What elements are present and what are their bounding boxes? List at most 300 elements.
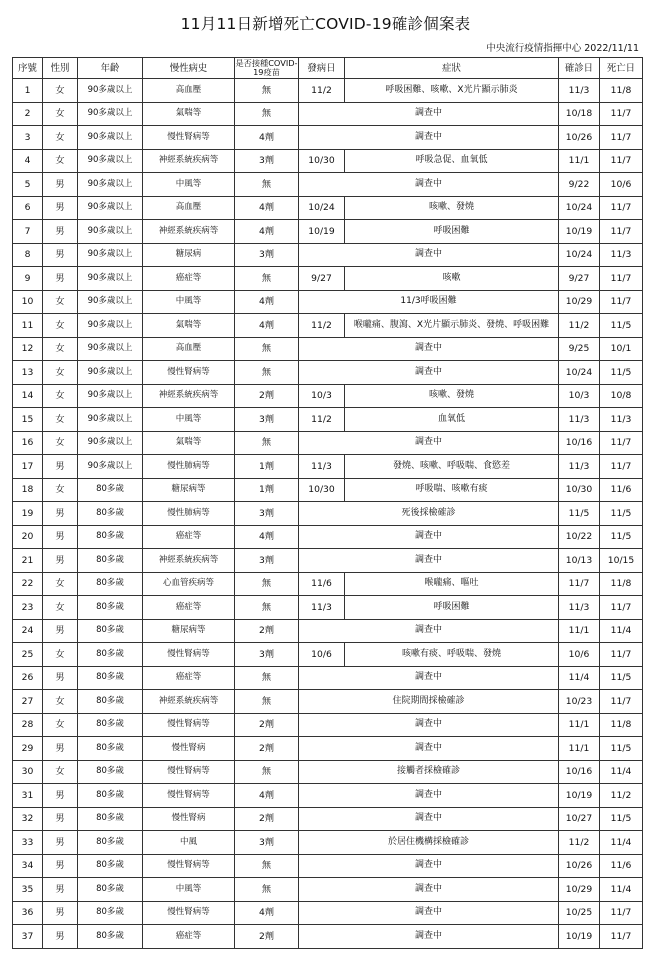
cell-symptoms: 喉嚨痛、腹瀉、X光片顯示肺炎、發燒、呼吸困難	[345, 314, 559, 338]
cell-onset: 10/24	[299, 196, 345, 220]
cell-age: 80多歲	[78, 478, 143, 502]
cell-age: 80多歲	[78, 901, 143, 925]
cell-death: 11/6	[600, 478, 643, 502]
table-row	[13, 854, 643, 878]
cell-confirm: 10/22	[559, 525, 600, 549]
cell-history: 神經系統疾病等	[143, 384, 235, 408]
cell-age: 90多歲以上	[78, 196, 143, 220]
cell-sex: 男	[43, 196, 78, 220]
cell-confirm: 10/29	[559, 290, 600, 314]
cell-confirm: 10/3	[559, 384, 600, 408]
cell-no: 12	[13, 337, 43, 361]
cell-confirm: 10/23	[559, 690, 600, 714]
cell-death: 11/5	[600, 314, 643, 338]
cell-confirm: 11/2	[559, 831, 600, 855]
cell-confirm: 10/24	[559, 361, 600, 385]
cell-confirm: 9/25	[559, 337, 600, 361]
cell-age: 80多歲	[78, 807, 143, 831]
cell-death: 11/4	[600, 619, 643, 643]
cell-onset: 10/30	[299, 478, 345, 502]
table-row	[13, 596, 643, 620]
cell-symptoms: 調查中	[299, 525, 559, 549]
cell-history: 高血壓	[143, 196, 235, 220]
cell-vaccine: 無	[235, 690, 299, 714]
cell-death: 11/7	[600, 220, 643, 244]
cell-history: 糖尿病等	[143, 619, 235, 643]
cell-death: 11/8	[600, 713, 643, 737]
cell-confirm: 11/1	[559, 149, 600, 173]
cell-death: 11/7	[600, 925, 643, 949]
cell-confirm: 11/3	[559, 79, 600, 103]
cell-symptoms: 調查中	[299, 737, 559, 761]
cell-symptoms: 11/3呼吸困難	[299, 290, 559, 314]
table-row	[13, 290, 643, 314]
cell-death: 11/7	[600, 596, 643, 620]
cell-death: 11/7	[600, 431, 643, 455]
cell-symptoms: 調查中	[299, 102, 559, 126]
cell-sex: 女	[43, 643, 78, 667]
cell-sex: 男	[43, 831, 78, 855]
cell-age: 80多歲	[78, 713, 143, 737]
cell-onset: 11/2	[299, 408, 345, 432]
cell-sex: 女	[43, 384, 78, 408]
cell-death: 11/5	[600, 737, 643, 761]
cell-confirm: 10/19	[559, 220, 600, 244]
cell-no: 5	[13, 173, 43, 197]
cell-confirm: 9/22	[559, 173, 600, 197]
cell-symptoms: 咳嗽、發燒	[345, 196, 559, 220]
cell-vaccine: 無	[235, 337, 299, 361]
cell-symptoms: 調查中	[299, 126, 559, 150]
table-row	[13, 408, 643, 432]
cell-onset: 9/27	[299, 267, 345, 291]
cell-age: 90多歲以上	[78, 243, 143, 267]
cell-symptoms: 調查中	[299, 361, 559, 385]
table-row	[13, 384, 643, 408]
cell-no: 34	[13, 854, 43, 878]
cell-death: 10/15	[600, 549, 643, 573]
cell-vaccine: 無	[235, 666, 299, 690]
cell-no: 18	[13, 478, 43, 502]
cell-onset: 11/2	[299, 314, 345, 338]
cell-age: 90多歲以上	[78, 126, 143, 150]
cell-vaccine: 4劑	[235, 784, 299, 808]
cell-age: 90多歲以上	[78, 431, 143, 455]
cell-onset: 10/30	[299, 149, 345, 173]
cell-history: 神經系統疾病等	[143, 149, 235, 173]
cell-confirm: 10/13	[559, 549, 600, 573]
cell-symptoms: 調查中	[299, 807, 559, 831]
cell-onset: 10/6	[299, 643, 345, 667]
cell-vaccine: 4劑	[235, 901, 299, 925]
cell-history: 慢性腎病等	[143, 361, 235, 385]
cell-confirm: 11/5	[559, 502, 600, 526]
cell-vaccine: 無	[235, 102, 299, 126]
header-onset: 發病日	[299, 58, 345, 79]
table-row	[13, 925, 643, 949]
cell-no: 22	[13, 572, 43, 596]
cell-no: 20	[13, 525, 43, 549]
cell-sex: 男	[43, 549, 78, 573]
header-symptoms: 症狀	[345, 58, 559, 79]
cell-no: 11	[13, 314, 43, 338]
cell-sex: 女	[43, 760, 78, 784]
cell-sex: 女	[43, 713, 78, 737]
cell-sex: 女	[43, 596, 78, 620]
cell-confirm: 10/30	[559, 478, 600, 502]
cell-symptoms: 住院期間採檢確診	[299, 690, 559, 714]
cell-death: 11/2	[600, 784, 643, 808]
cell-death: 11/8	[600, 79, 643, 103]
table-row	[13, 267, 643, 291]
table-row	[13, 173, 643, 197]
cell-history: 中風等	[143, 173, 235, 197]
cell-history: 慢性腎病等	[143, 854, 235, 878]
header-no: 序號	[13, 58, 43, 79]
cell-age: 80多歲	[78, 572, 143, 596]
cell-no: 27	[13, 690, 43, 714]
table-row	[13, 478, 643, 502]
cell-history: 心血管疾病等	[143, 572, 235, 596]
cell-vaccine: 2劑	[235, 713, 299, 737]
cell-vaccine: 4劑	[235, 314, 299, 338]
header-vaccine: 是否接種COVID-19疫苗	[235, 57, 298, 77]
cell-symptoms: 調查中	[299, 337, 559, 361]
cell-sex: 女	[43, 337, 78, 361]
cell-vaccine: 4劑	[235, 126, 299, 150]
cell-age: 90多歲以上	[78, 408, 143, 432]
cell-vaccine: 4劑	[235, 290, 299, 314]
cell-age: 80多歲	[78, 784, 143, 808]
cell-history: 慢性腎病	[143, 807, 235, 831]
table-row	[13, 643, 643, 667]
cell-age: 80多歲	[78, 690, 143, 714]
cell-history: 糖尿病	[143, 243, 235, 267]
cell-history: 氣喘等	[143, 314, 235, 338]
cell-vaccine: 3劑	[235, 831, 299, 855]
cell-history: 慢性腎病等	[143, 784, 235, 808]
cell-confirm: 10/24	[559, 196, 600, 220]
cell-age: 90多歲以上	[78, 102, 143, 126]
cell-age: 80多歲	[78, 878, 143, 902]
cell-history: 癌症等	[143, 666, 235, 690]
cell-history: 慢性腎病等	[143, 713, 235, 737]
cell-death: 11/4	[600, 831, 643, 855]
cell-no: 17	[13, 455, 43, 479]
cell-confirm: 10/27	[559, 807, 600, 831]
cell-onset: 10/3	[299, 384, 345, 408]
header-age: 年齡	[78, 58, 143, 79]
cell-death: 11/8	[600, 572, 643, 596]
cell-no: 24	[13, 619, 43, 643]
cell-death: 11/4	[600, 878, 643, 902]
cell-vaccine: 3劑	[235, 243, 299, 267]
cell-sex: 男	[43, 267, 78, 291]
cell-symptoms: 調查中	[299, 713, 559, 737]
cell-age: 90多歲以上	[78, 455, 143, 479]
cell-no: 16	[13, 431, 43, 455]
cell-age: 80多歲	[78, 596, 143, 620]
cell-vaccine: 3劑	[235, 643, 299, 667]
cell-vaccine: 無	[235, 596, 299, 620]
cell-sex: 男	[43, 243, 78, 267]
cell-history: 神經系統疾病等	[143, 690, 235, 714]
table-row	[13, 220, 643, 244]
cell-symptoms: 調查中	[299, 243, 559, 267]
cell-sex: 男	[43, 807, 78, 831]
cell-death: 11/4	[600, 760, 643, 784]
cell-sex: 女	[43, 79, 78, 103]
table-row	[13, 690, 643, 714]
cell-death: 10/6	[600, 173, 643, 197]
cell-age: 80多歲	[78, 666, 143, 690]
cell-no: 23	[13, 596, 43, 620]
table-row	[13, 455, 643, 479]
cell-symptoms: 調查中	[299, 173, 559, 197]
cell-no: 14	[13, 384, 43, 408]
cell-symptoms: 調查中	[299, 666, 559, 690]
cell-history: 慢性腎病等	[143, 760, 235, 784]
cell-vaccine: 3劑	[235, 502, 299, 526]
cell-vaccine: 1劑	[235, 478, 299, 502]
cell-death: 11/7	[600, 290, 643, 314]
cell-confirm: 11/3	[559, 596, 600, 620]
cell-confirm: 11/1	[559, 713, 600, 737]
cell-death: 10/1	[600, 337, 643, 361]
cell-history: 氣喘等	[143, 431, 235, 455]
cell-no: 28	[13, 713, 43, 737]
table-row	[13, 737, 643, 761]
header-death: 死亡日	[600, 58, 643, 79]
cell-age: 90多歲以上	[78, 220, 143, 244]
cell-vaccine: 2劑	[235, 737, 299, 761]
cell-symptoms: 呼吸困難	[345, 220, 559, 244]
cell-vaccine: 無	[235, 361, 299, 385]
cell-death: 11/7	[600, 643, 643, 667]
cell-confirm: 10/16	[559, 760, 600, 784]
cell-sex: 女	[43, 408, 78, 432]
cell-sex: 男	[43, 455, 78, 479]
cell-sex: 男	[43, 502, 78, 526]
cell-sex: 男	[43, 737, 78, 761]
cell-sex: 女	[43, 431, 78, 455]
header-row	[13, 58, 643, 79]
table-row	[13, 784, 643, 808]
page-title: 11月11日新增死亡COVID-19確診個案表	[180, 15, 471, 33]
cell-symptoms: 調查中	[299, 854, 559, 878]
cell-history: 慢性腎病	[143, 737, 235, 761]
cell-history: 慢性肺病等	[143, 502, 235, 526]
cell-onset: 11/3	[299, 596, 345, 620]
table-row	[13, 243, 643, 267]
table-row	[13, 196, 643, 220]
cell-confirm: 10/24	[559, 243, 600, 267]
table-row	[13, 878, 643, 902]
cell-confirm: 11/7	[559, 572, 600, 596]
cell-age: 90多歲以上	[78, 337, 143, 361]
cell-confirm: 11/4	[559, 666, 600, 690]
cell-no: 4	[13, 149, 43, 173]
cell-no: 32	[13, 807, 43, 831]
cell-age: 80多歲	[78, 525, 143, 549]
cell-history: 神經系統疾病等	[143, 220, 235, 244]
cell-no: 21	[13, 549, 43, 573]
cell-no: 26	[13, 666, 43, 690]
cell-vaccine: 無	[235, 854, 299, 878]
table-row	[13, 549, 643, 573]
cell-age: 80多歲	[78, 854, 143, 878]
cell-confirm: 10/19	[559, 784, 600, 808]
cell-sex: 男	[43, 666, 78, 690]
cell-age: 80多歲	[78, 549, 143, 573]
cell-no: 8	[13, 243, 43, 267]
cell-onset: 11/2	[299, 79, 345, 103]
header-confirm: 確診日	[559, 58, 600, 79]
cell-history: 中風等	[143, 290, 235, 314]
cell-confirm: 11/1	[559, 619, 600, 643]
cell-vaccine: 無	[235, 760, 299, 784]
cell-sex: 女	[43, 478, 78, 502]
header-history: 慢性病史	[143, 58, 235, 79]
cell-sex: 女	[43, 572, 78, 596]
cell-age: 90多歲以上	[78, 384, 143, 408]
case-table	[12, 57, 643, 949]
table-row	[13, 807, 643, 831]
cell-history: 中風	[143, 831, 235, 855]
cell-history: 慢性腎病等	[143, 643, 235, 667]
cell-history: 糖尿病等	[143, 478, 235, 502]
cell-death: 11/7	[600, 126, 643, 150]
table-row	[13, 126, 643, 150]
cell-vaccine: 3劑	[235, 408, 299, 432]
cell-vaccine: 2劑	[235, 807, 299, 831]
cell-no: 15	[13, 408, 43, 432]
cell-symptoms: 咳嗽、發燒	[345, 384, 559, 408]
table-row	[13, 760, 643, 784]
cell-death: 11/6	[600, 854, 643, 878]
cell-vaccine: 2劑	[235, 925, 299, 949]
cell-no: 6	[13, 196, 43, 220]
cell-death: 11/7	[600, 267, 643, 291]
cell-no: 9	[13, 267, 43, 291]
cell-sex: 女	[43, 290, 78, 314]
cell-no: 31	[13, 784, 43, 808]
cell-vaccine: 無	[235, 267, 299, 291]
cell-no: 29	[13, 737, 43, 761]
cell-symptoms: 喉嚨痛、嘔吐	[345, 572, 559, 596]
cell-age: 90多歲以上	[78, 267, 143, 291]
cell-sex: 女	[43, 690, 78, 714]
cell-sex: 女	[43, 102, 78, 126]
cell-symptoms: 調查中	[299, 549, 559, 573]
cell-death: 11/3	[600, 408, 643, 432]
cell-history: 慢性腎病等	[143, 901, 235, 925]
cell-confirm: 10/25	[559, 901, 600, 925]
cell-history: 神經系統疾病等	[143, 549, 235, 573]
cell-death: 11/7	[600, 455, 643, 479]
cell-age: 80多歲	[78, 643, 143, 667]
cell-sex: 男	[43, 619, 78, 643]
cell-age: 90多歲以上	[78, 290, 143, 314]
table-header	[13, 58, 643, 79]
cell-age: 80多歲	[78, 831, 143, 855]
cell-symptoms: 呼吸困難、咳嗽、X光片顯示肺炎	[345, 79, 559, 103]
table-row	[13, 337, 643, 361]
cell-age: 80多歲	[78, 737, 143, 761]
cell-confirm: 10/16	[559, 431, 600, 455]
cell-death: 11/5	[600, 807, 643, 831]
cell-symptoms: 調查中	[299, 925, 559, 949]
cell-no: 30	[13, 760, 43, 784]
cell-sex: 男	[43, 925, 78, 949]
cell-symptoms: 接觸者採檢確診	[299, 760, 559, 784]
cell-death: 11/5	[600, 361, 643, 385]
cell-sex: 男	[43, 173, 78, 197]
table-row	[13, 831, 643, 855]
cell-sex: 男	[43, 784, 78, 808]
cell-confirm: 11/2	[559, 314, 600, 338]
cell-symptoms: 呼吸困難	[345, 596, 559, 620]
table-row	[13, 525, 643, 549]
table-row	[13, 901, 643, 925]
cell-confirm: 11/3	[559, 408, 600, 432]
cell-death: 11/7	[600, 690, 643, 714]
cell-vaccine: 2劑	[235, 384, 299, 408]
cell-symptoms: 發燒、咳嗽、呼吸喘、食慾差	[345, 455, 559, 479]
table-row	[13, 713, 643, 737]
cell-death: 10/8	[600, 384, 643, 408]
cell-symptoms: 咳嗽	[345, 267, 559, 291]
cell-no: 37	[13, 925, 43, 949]
header-sex: 性別	[43, 58, 78, 79]
cell-symptoms: 呼吸喘、咳嗽有痰	[345, 478, 559, 502]
cell-symptoms: 調查中	[299, 619, 559, 643]
cell-sex: 男	[43, 878, 78, 902]
cell-vaccine: 4劑	[235, 220, 299, 244]
cell-confirm: 10/19	[559, 925, 600, 949]
cell-confirm: 10/6	[559, 643, 600, 667]
table-row	[13, 619, 643, 643]
cell-symptoms: 調查中	[299, 901, 559, 925]
table-row	[13, 572, 643, 596]
cell-sex: 女	[43, 126, 78, 150]
cell-vaccine: 無	[235, 431, 299, 455]
cell-vaccine: 無	[235, 173, 299, 197]
cell-age: 80多歲	[78, 760, 143, 784]
table-row	[13, 79, 643, 103]
cell-death: 11/7	[600, 901, 643, 925]
cell-confirm: 10/26	[559, 126, 600, 150]
table-row	[13, 666, 643, 690]
cell-symptoms: 調查中	[299, 784, 559, 808]
cell-onset: 11/6	[299, 572, 345, 596]
cell-death: 11/7	[600, 149, 643, 173]
cell-history: 中風等	[143, 408, 235, 432]
table-row	[13, 431, 643, 455]
cell-age: 80多歲	[78, 619, 143, 643]
cell-sex: 女	[43, 314, 78, 338]
cell-history: 高血壓	[143, 337, 235, 361]
cell-vaccine: 3劑	[235, 149, 299, 173]
cell-vaccine: 無	[235, 572, 299, 596]
cell-vaccine: 4劑	[235, 525, 299, 549]
cell-symptoms: 調查中	[299, 431, 559, 455]
cell-death: 11/5	[600, 502, 643, 526]
cell-vaccine: 3劑	[235, 549, 299, 573]
cell-symptoms: 於居住機構採檢確診	[299, 831, 559, 855]
cell-age: 80多歲	[78, 502, 143, 526]
table-row	[13, 361, 643, 385]
